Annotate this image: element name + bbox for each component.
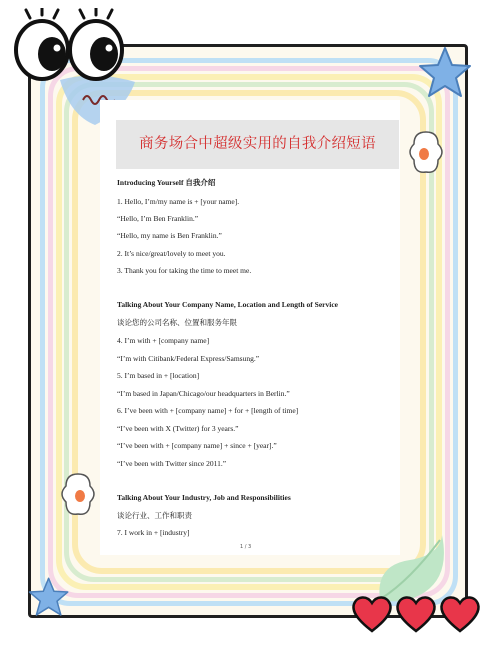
text-line: 4. I’m with + [company name] xyxy=(117,336,210,345)
page-number: 1 / 3 xyxy=(240,544,252,550)
heart-icon xyxy=(350,594,394,634)
text-line: “I’ve been with X (Twitter) for 3 years.” xyxy=(117,424,239,433)
text-line: 6. I’ve been with + [company name] + for + [length of time] xyxy=(117,406,299,415)
text-line: 3. Thank you for taking the time to meet me. xyxy=(117,266,252,275)
star-icon xyxy=(418,45,473,100)
text-line: “I’m based in Japan/Chicago/our headquarters in Berlin.” xyxy=(117,389,290,398)
text-line: 1. Hello, I’m/my name is + [your name]. xyxy=(117,197,240,206)
heart-icon xyxy=(394,594,438,634)
text-line: “I’m with Citibank/Federal Express/Samsung.” xyxy=(117,354,260,363)
section-heading: Introducing Yourself 自我介绍 xyxy=(117,178,216,187)
cartoon-eyes-icon xyxy=(12,8,127,83)
text-line: 7. I work in + [industry] xyxy=(117,528,190,537)
flower-icon xyxy=(58,470,98,520)
text-line: 谈论您的公司名称、位置和服务年限 xyxy=(117,318,237,327)
flower-icon xyxy=(408,128,444,178)
text-line: 5. I’m based in + [location] xyxy=(117,371,200,380)
section-heading: Talking About Your Industry, Job and Responsibilities xyxy=(117,493,291,502)
star-icon xyxy=(28,576,70,618)
text-line: “Hello, my name is Ben Franklin.” xyxy=(117,231,222,240)
section-heading: Talking About Your Company Name, Location and Length of Service xyxy=(117,300,339,309)
text-line: 2. It’s nice/great/lovely to meet you. xyxy=(117,249,226,258)
text-line: “I’ve been with + [company name] + since + [year].” xyxy=(117,441,277,450)
text-line: “Hello, I’m Ben Franklin.” xyxy=(117,214,199,223)
document-title: 商务场合中超级实用的自我介绍短语 xyxy=(139,136,376,152)
text-line: 谈论行业、工作和职责 xyxy=(117,511,192,520)
text-line: “I’ve been with Twitter since 2011.” xyxy=(117,459,227,468)
heart-icon xyxy=(438,594,482,634)
